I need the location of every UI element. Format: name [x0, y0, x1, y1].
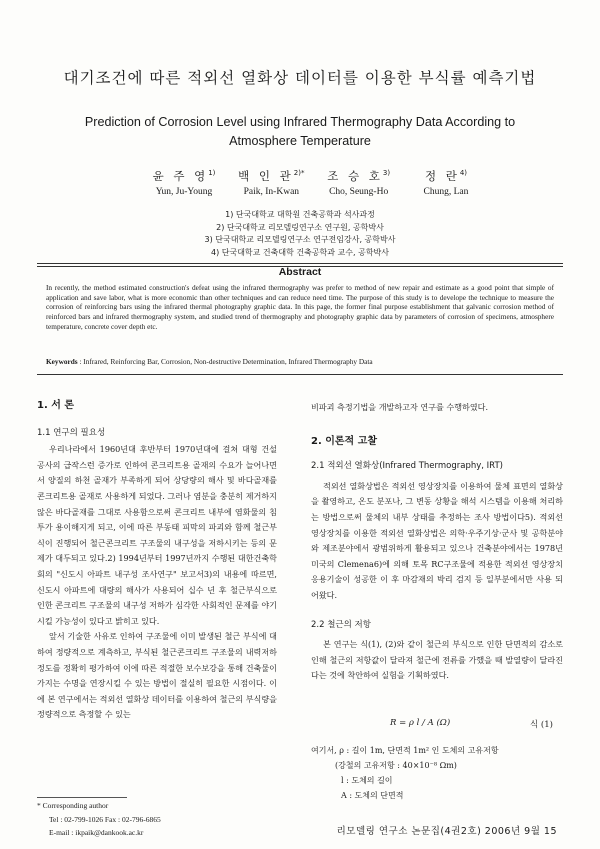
section-1-paragraph-2: 앞서 기술한 사유로 인하여 구조물에 이미 발생된 철근 부식에 대하여 정량적으로 계측하고, 부식된 철근콘크리트 구조물의 내력저하 정도를 정확히 평가하여 이에 따른 적절한 보수보강을 통해 건축물이 가지는 수명을 연장시킬 수 있는 방법이 절실히 필요한 시점이다. 이에 본 연구에서는 적외선 열화상 데이터를 이용하여 철근의 부식량을 정량적으로 측정할 수 있는 — [37, 631, 277, 720]
footnote-line: * Corresponding author — [37, 801, 109, 810]
author-name-en: Chung, Lan — [423, 187, 469, 197]
author-3 — [319, 168, 399, 197]
author-name-en: Paik, In-Kwan — [243, 187, 300, 197]
where-line: 여기서, ρ : 길이 1m, 단면적 1m² 인 도체의 고유저항 — [311, 746, 499, 755]
paper-title-english — [60, 113, 540, 151]
section-2-1-paragraph: 적외선 열화상법은 적외선 영상장치를 이용하여 물체 표면의 열화상을 촬영하고, 온도 분포나, 그 변동 상황을 해석 시스템을 이용해 처리하는 방법으로써 물체의 내부 상태를 추정하는 조사 방법이다5). 적외선 영상장치를 이용한 적외선 열화상법은 의학·우주기상·군사 및 공학분야와 제조분야에서 광범위하게 활용되고 있으나 건축분야에서는 1978년 미국의 Clemena6)에 의해 토목 RC구조물에 적용한 적외선 영상장치 응용기술이 성공한 이 후 마감재의 박리 검지 등 일부분에서만 사용 되어왔다. — [311, 480, 563, 600]
where-line: A : 도체의 단면적 — [341, 791, 404, 800]
affiliation: 2) 단국대학교 리모델링연구소 연구원, 공학박사 — [216, 222, 384, 232]
keywords — [46, 357, 566, 366]
author-mark: 4) — [459, 169, 468, 178]
footnote-line: E-mail : ikpaik@dankook.ac.kr — [49, 828, 144, 837]
section-1-continuation: 비파괴 측정기법을 개발하고자 연구를 수행하였다. — [311, 402, 489, 412]
where-line: l : 도체의 길이 — [341, 776, 393, 785]
equation-1: R = ρ l / A (Ω) — [390, 718, 451, 728]
equation-1-number: 식 (1) — [530, 720, 553, 730]
section-1-heading: 1. 서 론 — [37, 400, 75, 411]
affiliation: 4) 단국대학교 건축대학 건축공학과 교수, 공학박사 — [210, 247, 390, 257]
footnote-rule — [37, 797, 127, 798]
author-name-ko: 백 인 관 — [238, 169, 294, 183]
paper-title-korean: 대기조건에 따른 적외선 열화상 데이터를 이용한 부식률 예측기법 — [63, 69, 537, 87]
footnote-line: Tel : 02-799-1026 Fax : 02-796-6865 — [49, 814, 161, 824]
equation-where-clause — [311, 743, 561, 803]
abstract-text: In recently, the method estimated construction's defeat using the infrared thermography was prefer to method of new repair and estimate as a good point that simple of application and save labor, what is more economic than other techniques and can reduce need time. The purpose of this study is to develope the technique to measure the corrosion of reinforcing bars using the infrared thermal photography graphic data. In this page, the former final purpose establishment that galvanic corrosion method of reinforced bars and infrared thermography system, and studied trend of thermography and photography graphic data by parameters of corrosion of specimens, atmosphere temperature, concrete cover depth etc. — [46, 283, 554, 331]
author-name-en: Yun, Ju-Young — [155, 187, 213, 197]
section-1-1-heading: 1.1 연구의 필요성 — [37, 427, 106, 438]
keywords-label: Keywords — [46, 357, 78, 366]
author-mark: 1) — [208, 169, 216, 178]
abstract-heading: Abstract — [278, 266, 322, 278]
affiliation-list — [0, 209, 600, 259]
footnote — [37, 799, 277, 840]
section-2-2-heading: 2.2 철근의 저항 — [311, 619, 371, 630]
abstract-bottom-rule — [37, 374, 563, 375]
author-4 — [406, 168, 486, 197]
where-line: (강철의 고유저항 : 40×10⁻⁸ Ωm) — [335, 761, 457, 770]
author-mark: 3) — [382, 169, 391, 178]
title-en-line1: Prediction of Corrosion Level using Infrared Thermography Data According to — [84, 115, 516, 129]
column-left — [37, 398, 277, 723]
keywords-text: : Infrared, Reinforcing Bar, Corrosion, Non-destructive Determination, Infrared Thermography Data — [79, 357, 373, 366]
section-2-2-paragraph: 본 연구는 식(1), (2)와 같이 철근의 부식으로 인한 단면적의 감소로 인해 철근의 저항값이 달라져 철근에 전류를 가했을 때 발열량이 달라진다는 것에 착안하여 실험을 기획하였다. — [311, 639, 563, 681]
abstract-top-rule — [37, 263, 563, 264]
section-2-heading: 2. 이론적 고찰 — [311, 435, 378, 447]
column-right — [311, 400, 563, 684]
author-1 — [144, 168, 224, 197]
page-footer: 리모델링 연구소 논문집(4권2호) 2006년 9월 15 — [336, 826, 557, 837]
author-2 — [231, 168, 311, 197]
author-list — [40, 168, 560, 197]
author-name-en: Cho, Seung-Ho — [329, 187, 389, 197]
author-name-ko: 조 승 호 — [327, 169, 383, 183]
section-2-1-heading: 2.1 적외선 열화상(Infrared Thermography, IRT) — [311, 461, 503, 472]
author-name-ko: 윤 주 영 — [152, 169, 209, 183]
section-1-paragraph-1: 우리나라에서 1960년대 후반부터 1970년대에 걸쳐 대형 건설공사의 급작스런 증가로 인하여 콘크리트용 골재의 수요가 늘어나면서 양질의 하천 골재가 부족하게 되어 상당량의 해사 및 바다골재를 콘크리트용 골재로 사용하게 되었다. 그러나 염분을 충분히 제거하지 않은 바다골재를 그대로 사용함으로써 콘크리트 내부에 염화물의 침투가 용이해지게 되고, 이에 따른 부동태 피막의 파괴와 함께 철근부식이 진행되어 철근콘크리트 구조물의 내구성을 저하시키는 등의 문제가 대두되고 있다.2) 1994년부터 1997년까지 수행된 대한건축학회의 "신도시 아파트 내구성 조사연구" 보고서3)의 내용에 따르면, 신도시 아파트에 대량의 해사가 사용되어 십수 년 후 철근부식으로 인한 콘크리트 구조물의 내구성 저하가 심각한 사회적인 문제를 야기 시킬 가능성이 있다고 밝히고 있다. — [37, 444, 277, 626]
author-mark: 2)* — [293, 169, 305, 178]
affiliation: 1) 단국대학교 대학원 건축공학과 석사과정 — [225, 210, 375, 219]
title-en-line2: Atmosphere Temperature — [229, 134, 371, 148]
author-name-ko: 정 란 — [424, 169, 460, 183]
affiliation: 3) 단국대학교 리모델링연구소 연구전임강사, 공학박사 — [204, 235, 396, 244]
